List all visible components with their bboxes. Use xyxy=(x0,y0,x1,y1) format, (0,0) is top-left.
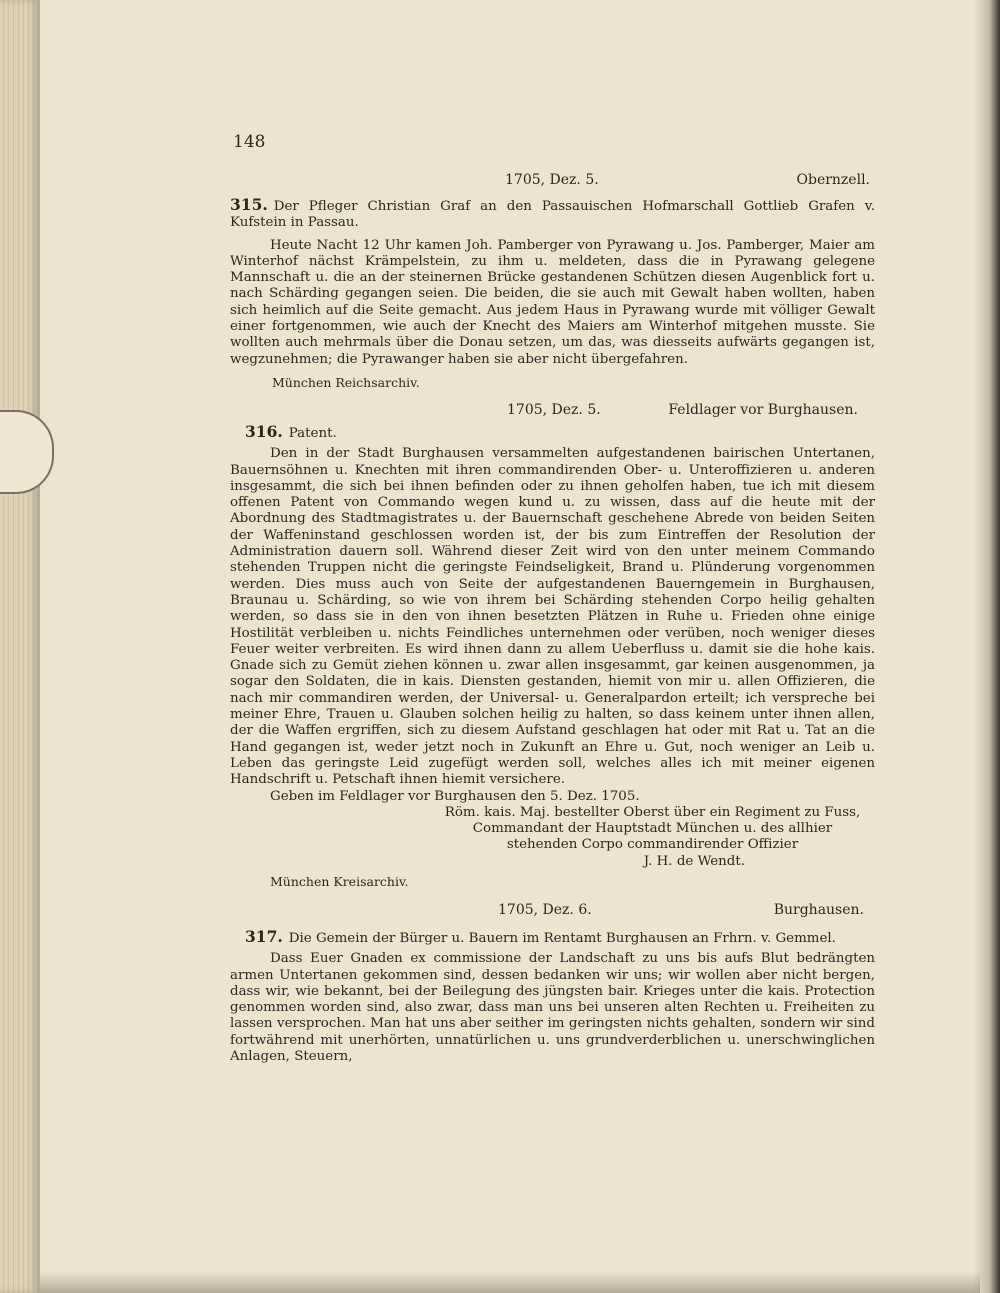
entry-header-317 xyxy=(230,902,870,920)
page-stack-edge xyxy=(0,0,40,1293)
entry-title xyxy=(245,929,875,947)
entry-title-text: Patent. xyxy=(288,426,337,441)
entry-header-316 xyxy=(230,402,870,420)
entry-date: 1705, Dez. 5. xyxy=(507,402,601,418)
entry-date: 1705, Dez. 5. xyxy=(505,172,599,188)
page-bottom-edge xyxy=(40,1271,980,1293)
entry-title xyxy=(230,197,875,232)
archive-source: München Reichsarchiv. xyxy=(272,374,420,390)
entry-paragraph: Dass Euer Gnaden ex commissione der Landschaft zu uns bis aufs Blut bedrängten armen Untertanen gekommen sind, dessen bedanken wir uns; wir wollen aber nicht bergen, dass wir, wie bekannt, bei der Beilegung des jüngsten bair. Krieges unter die kais. Protection genommen worden sind, also zwar, dass man uns bei unseren alten Rechten u. Freiheiten zu lassen versprochen. Man hat uns aber seither im geringsten nichts gehalten, sondern wir sind fortwährend mit unerhörten, unnatürlichen u. uns grundverderblichen u. unerschwinglichen Anlagen, Steuern, xyxy=(230,951,875,1065)
entry-place: Burghausen. xyxy=(773,902,864,918)
entry-place: Obernzell. xyxy=(796,172,870,188)
entry-number: 317. xyxy=(245,927,283,946)
entry-title-text: Die Gemein der Bürger u. Bauern im Rentamt Burghausen an Frhrn. v. Gemmel. xyxy=(288,931,836,946)
entry-title-text: Der Pfleger Christian Graf an den Passauischen Hofmarschall Gottlieb Grafen v. Kufstein in Passau. xyxy=(230,199,875,231)
signature-name: J. H. de Wendt. xyxy=(643,853,745,869)
entry-paragraph: Geben im Feldlager vor Burghausen den 5. Dez. 1705. xyxy=(270,788,640,804)
signature-line: Röm. kais. Maj. bestellter Oberst über ein Regiment zu Fuss, xyxy=(444,804,861,820)
entry-317 xyxy=(230,929,875,1065)
entry-number: 316. xyxy=(245,422,283,441)
entry-date: 1705, Dez. 6. xyxy=(498,902,592,918)
entry-315 xyxy=(230,197,875,391)
entry-316 xyxy=(230,424,875,890)
entry-number: 315. xyxy=(230,195,268,214)
bookmark-tab xyxy=(0,410,54,494)
signature-block xyxy=(430,805,875,870)
signature-line: stehenden Corpo commandirender Offizier xyxy=(506,837,799,853)
entry-place: Feldlager vor Burghausen. xyxy=(668,402,858,418)
page-number: 148 xyxy=(233,132,266,152)
entry-paragraph: Heute Nacht 12 Uhr kamen Joh. Pamberger von Pyrawang u. Jos. Pamberger, Maier am Winterhof nächst Krämpelstein, zu ihm u. meldeten, dass die in Pyrawang gelegene Mannschaft u. die an der steinernen Brücke gestandenen Schützen diesen Augenblick fort u. nach Schärding gegangen seien. Die beiden, die sie auch mit Gewalt haben wollten, haben sich heimlich auf die Seite gemacht. Aus jedem Haus in Pyrawang wurde mit völliger Gewalt einer fortgenommen, wie auch der Knecht des Maiers am Winterhof mitgehen musste. Sie wollten auch mehrmals über die Donau setzen, um das, was diesseits aufwärts gegangen ist, wegzunehmen; die Pyrawanger haben sie aber nicht übergefahren. xyxy=(230,237,875,367)
entry-title xyxy=(245,424,875,442)
page-right-edge xyxy=(974,0,1000,1293)
entry-paragraph: Den in der Stadt Burghausen versammelten aufgestandenen bairischen Untertanen, Bauernsöhnen u. Knechten mit ihren commandirenden Ober- u. Unteroffizieren u. anderen insgesammt, die sich bei ihnen befinden oder zu ihnen geholfen haben, tue ich mit diesem offenen Patent von Commando wegen kund u. zu wissen, dass auf die heute mit der Abordnung des Stadtmagistrates u. der Bauernschaft geschehene Abrede von beiden Seiten der Waffeninstand geschlossen worden ist, der bis zum Eintreffen der Resolution der Administration dauern soll. Während dieser Zeit wird von den unter meinem Commando stehenden Truppen nicht die geringste Feindseligkeit, Brand u. Plünderung vorgenommen werden. Dies muss auch von Seite der aufgestandenen Bauerngemein in Burghausen, Braunau u. Schärding, so wie von ihrem bei Schärding stehenden Corpo heilig gehalten werden, so dass sie in den von ihnen besetzten Plätzen in Ruhe u. Frieden ohne einige Hostilität verbleiben u. nichts Feindliches unternehmen oder verüben, noch weniger dieses Feuer weiter verbreiten. Es wird ihnen dann zu allem Ueberfluss u. damit sie die hohe kais. Gnade sich zu Gemüt ziehen können u. zwar allen insgesammt, gar keinen ausgenommen, ja sogar den Soldaten, die in kais. Diensten gestanden, hiemit von mir u. allen Offizieren, die nach mir commandiren werden, der Universal- u. Generalpardon erteilt; ich verspreche bei meiner Ehre, Trauen u. Glauben solchen heilig zu halten, so dass keinem unter ihnen allen, der die Waffen ergriffen, sich zu diesem Aufstand geschlagen hat oder mit Rat u. Tat an die Hand gegangen ist, weder jetzt noch in Zukunft an Ehre u. Gut, noch weniger an Leib u. Leben das geringste Leid zugefügt werden soll, welches alles ich mit meiner eigenen Handschrift u. Petschaft ihnen hiemit versichere. xyxy=(230,446,875,788)
entry-header-315 xyxy=(230,172,870,190)
archive-source: München Kreisarchiv. xyxy=(270,874,409,890)
signature-line: Commandant der Hauptstadt München u. des allhier xyxy=(472,821,833,837)
